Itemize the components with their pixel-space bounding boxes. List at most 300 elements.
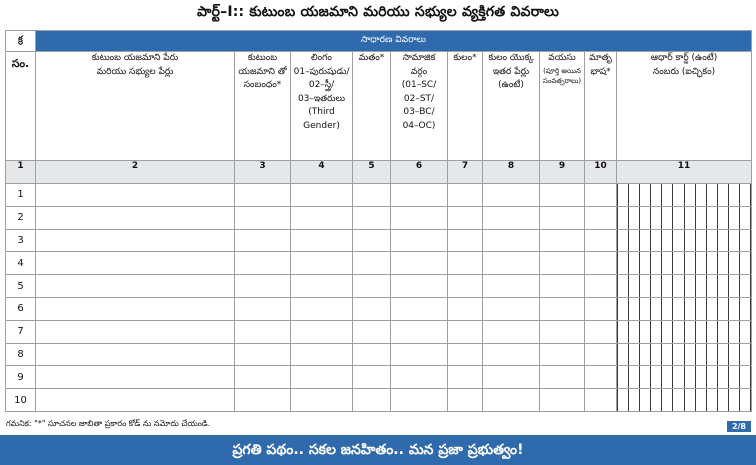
mother-tongue-cell[interactable] <box>585 229 617 252</box>
religion-cell[interactable] <box>353 366 391 389</box>
aadhaar-digit-box[interactable] <box>740 207 751 229</box>
table-row <box>6 275 752 298</box>
aadhaar-cell <box>617 229 752 252</box>
column-number: 5 <box>353 161 391 184</box>
header-member-names <box>36 52 235 161</box>
caste-other-names-cell[interactable] <box>483 275 540 298</box>
aadhaar-digit-box[interactable] <box>707 252 718 274</box>
aadhaar-digit-box[interactable] <box>640 321 651 343</box>
mother-tongue-cell[interactable] <box>585 297 617 320</box>
header-line: 03–BC/ <box>403 107 435 117</box>
header-mother-tongue <box>585 52 617 161</box>
mother-tongue-cell[interactable] <box>585 366 617 389</box>
caste-cell[interactable] <box>448 343 483 366</box>
religion-cell[interactable] <box>353 297 391 320</box>
row-number: 5 <box>6 275 36 298</box>
header-line: మరియు సభ్యుల పేర్లు <box>96 66 174 77</box>
aadhaar-digit-box[interactable] <box>696 366 707 388</box>
relationship-cell[interactable] <box>235 366 291 389</box>
aadhaar-digit-box[interactable] <box>662 207 673 229</box>
page-title: పార్ట్–I:: కుటుంబ యజమాని మరియు సభ్యుల వ్యక్తిగత వివరాలు <box>196 4 559 20</box>
aadhaar-digit-box[interactable] <box>707 275 718 297</box>
social-category-cell[interactable] <box>391 206 448 229</box>
aadhaar-digit-box[interactable] <box>673 230 684 252</box>
header-caste <box>448 52 483 161</box>
column-number: 7 <box>448 161 483 184</box>
column-number-row <box>6 161 752 184</box>
header-social-category <box>391 52 448 161</box>
header-line: 01–పురుషుడు/ <box>293 66 350 77</box>
aadhaar-digit-box[interactable] <box>685 389 696 411</box>
header-line: వయసు <box>548 53 576 63</box>
header-line: ఆధార్ కార్డ్ (ఉంటే) <box>650 53 718 63</box>
table-row <box>6 252 752 275</box>
aadhaar-digit-box[interactable] <box>629 275 640 297</box>
name-cell[interactable] <box>36 343 235 366</box>
religion-cell[interactable] <box>353 184 391 207</box>
social-category-cell[interactable] <box>391 343 448 366</box>
aadhaar-digit-box[interactable] <box>707 298 718 320</box>
column-number: 1 <box>6 161 36 184</box>
age-cell[interactable] <box>540 206 585 229</box>
column-number: 3 <box>235 161 291 184</box>
header-line: నంబరు (ఐచ్ఛికం) <box>652 66 716 77</box>
aadhaar-cell <box>617 275 752 298</box>
aadhaar-digit-box[interactable] <box>707 344 718 366</box>
column-number: 6 <box>391 161 448 184</box>
table-row <box>6 184 752 207</box>
members-details-table <box>5 30 752 412</box>
serial-header-top: క్ర <box>6 31 36 52</box>
gender-cell[interactable] <box>291 184 353 207</box>
aadhaar-digit-box[interactable] <box>617 230 629 252</box>
aadhaar-digit-box[interactable] <box>617 366 629 388</box>
header-line: మాతృ <box>589 53 612 63</box>
religion-cell[interactable] <box>353 343 391 366</box>
aadhaar-digit-box[interactable] <box>617 275 629 297</box>
aadhaar-digit-box[interactable] <box>617 344 629 366</box>
aadhaar-digit-box[interactable] <box>696 252 707 274</box>
aadhaar-digit-box[interactable] <box>673 252 684 274</box>
aadhaar-cell <box>617 184 752 207</box>
header-line: లింగం <box>311 53 332 63</box>
social-category-cell[interactable] <box>391 366 448 389</box>
mother-tongue-cell[interactable] <box>585 343 617 366</box>
caste-other-names-cell[interactable] <box>483 343 540 366</box>
aadhaar-digit-box[interactable] <box>729 321 740 343</box>
caste-cell[interactable] <box>448 297 483 320</box>
caste-cell[interactable] <box>448 389 483 412</box>
caste-cell[interactable] <box>448 252 483 275</box>
aadhaar-cell <box>617 343 752 366</box>
relationship-cell[interactable] <box>235 389 291 412</box>
gender-cell[interactable] <box>291 320 353 343</box>
header-line: 02–ST/ <box>403 93 435 104</box>
aadhaar-digit-box[interactable] <box>651 207 662 229</box>
aadhaar-digit-box[interactable] <box>740 275 751 297</box>
age-cell[interactable] <box>540 320 585 343</box>
header-line: సామాజిక <box>402 53 436 63</box>
mother-tongue-cell[interactable] <box>585 389 617 412</box>
caste-other-names-cell[interactable] <box>483 252 540 275</box>
name-cell[interactable] <box>36 297 235 320</box>
aadhaar-digit-box[interactable] <box>696 230 707 252</box>
aadhaar-digit-box[interactable] <box>707 389 718 411</box>
aadhaar-cell <box>617 389 752 412</box>
aadhaar-digit-box[interactable] <box>629 230 640 252</box>
aadhaar-digit-box[interactable] <box>685 366 696 388</box>
aadhaar-digit-box[interactable] <box>685 207 696 229</box>
column-number: 8 <box>483 161 540 184</box>
name-cell[interactable] <box>36 275 235 298</box>
aadhaar-digit-box[interactable] <box>640 344 651 366</box>
aadhaar-digit-box[interactable] <box>685 344 696 366</box>
aadhaar-digit-box[interactable] <box>729 366 740 388</box>
aadhaar-cell <box>617 252 752 275</box>
aadhaar-digit-box[interactable] <box>729 252 740 274</box>
aadhaar-digit-box[interactable] <box>707 321 718 343</box>
caste-cell[interactable] <box>448 206 483 229</box>
header-line: సంబంధం* <box>243 80 282 90</box>
header-line: కులం* <box>453 53 477 63</box>
relationship-cell[interactable] <box>235 297 291 320</box>
table-row <box>6 389 752 412</box>
aadhaar-digit-box[interactable] <box>673 321 684 343</box>
aadhaar-digit-box[interactable] <box>685 321 696 343</box>
age-cell[interactable] <box>540 275 585 298</box>
caste-cell[interactable] <box>448 320 483 343</box>
row-number: 3 <box>6 229 36 252</box>
aadhaar-digit-box[interactable] <box>707 366 718 388</box>
aadhaar-digit-box[interactable] <box>740 184 751 206</box>
table-row <box>6 229 752 252</box>
aadhaar-digit-box[interactable] <box>673 275 684 297</box>
aadhaar-digit-box[interactable] <box>662 184 673 206</box>
aadhaar-digit-box[interactable] <box>673 389 684 411</box>
social-category-cell[interactable] <box>391 252 448 275</box>
page-number-badge: 2/8 <box>727 421 751 432</box>
aadhaar-digit-box[interactable] <box>651 366 662 388</box>
header-line: (01–SC/ <box>401 80 437 90</box>
aadhaar-digit-box[interactable] <box>729 207 740 229</box>
aadhaar-digit-box[interactable] <box>640 389 651 411</box>
age-cell[interactable] <box>540 366 585 389</box>
aadhaar-digit-box[interactable] <box>662 230 673 252</box>
aadhaar-digit-box[interactable] <box>685 230 696 252</box>
table-row <box>6 206 752 229</box>
aadhaar-digit-box[interactable] <box>617 298 629 320</box>
aadhaar-digit-box[interactable] <box>662 366 673 388</box>
header-line: సంవత్సరాలు) <box>542 77 582 85</box>
header-line: కులం యొక్క <box>488 53 534 63</box>
aadhaar-digit-box[interactable] <box>685 184 696 206</box>
gender-cell[interactable] <box>291 366 353 389</box>
row-number: 7 <box>6 320 36 343</box>
footnote: గమనిక: "*" సూచనల జాబితా ప్రకారం కోడ్ ను నమోదు చేయండి. <box>6 419 211 428</box>
row-number: 2 <box>6 206 36 229</box>
aadhaar-digit-box[interactable] <box>729 275 740 297</box>
aadhaar-digit-box[interactable] <box>718 184 729 206</box>
aadhaar-digit-box[interactable] <box>640 230 651 252</box>
social-category-cell[interactable] <box>391 275 448 298</box>
caste-other-names-cell[interactable] <box>483 366 540 389</box>
aadhaar-digit-box[interactable] <box>629 252 640 274</box>
relationship-cell[interactable] <box>235 206 291 229</box>
aadhaar-digit-box[interactable] <box>718 298 729 320</box>
aadhaar-cell <box>617 297 752 320</box>
header-line: వర్గం <box>410 66 428 77</box>
header-line: 04–OC) <box>402 120 436 131</box>
aadhaar-digit-box[interactable] <box>718 389 729 411</box>
aadhaar-digit-box[interactable] <box>629 207 640 229</box>
aadhaar-digit-box[interactable] <box>651 389 662 411</box>
relationship-cell[interactable] <box>235 184 291 207</box>
aadhaar-digit-box[interactable] <box>729 344 740 366</box>
social-category-cell[interactable] <box>391 184 448 207</box>
aadhaar-digit-box[interactable] <box>696 207 707 229</box>
header-line: ఇతర పేర్లు <box>492 66 530 77</box>
caste-cell[interactable] <box>448 366 483 389</box>
column-number: 9 <box>540 161 585 184</box>
aadhaar-digit-box[interactable] <box>640 252 651 274</box>
aadhaar-digit-box[interactable] <box>651 298 662 320</box>
age-cell[interactable] <box>540 343 585 366</box>
aadhaar-digit-box[interactable] <box>740 321 751 343</box>
aadhaar-digit-box[interactable] <box>718 344 729 366</box>
aadhaar-digit-box[interactable] <box>629 344 640 366</box>
caste-other-names-cell[interactable] <box>483 184 540 207</box>
name-cell[interactable] <box>36 252 235 275</box>
aadhaar-digit-box[interactable] <box>617 184 629 206</box>
column-number: 11 <box>617 161 752 184</box>
aadhaar-digit-box[interactable] <box>662 389 673 411</box>
mother-tongue-cell[interactable] <box>585 184 617 207</box>
relationship-cell[interactable] <box>235 343 291 366</box>
relationship-cell[interactable] <box>235 275 291 298</box>
mother-tongue-cell[interactable] <box>585 206 617 229</box>
column-number: 4 <box>291 161 353 184</box>
aadhaar-digit-box[interactable] <box>673 184 684 206</box>
footer-slogan-banner: ప్రగతి పథం.. సకల జనహితం.. మన ప్రజా ప్రభుత్వం! <box>0 435 756 465</box>
social-category-cell[interactable] <box>391 229 448 252</box>
aadhaar-digit-box[interactable] <box>617 389 629 411</box>
aadhaar-digit-box[interactable] <box>662 252 673 274</box>
caste-other-names-cell[interactable] <box>483 297 540 320</box>
aadhaar-digit-box[interactable] <box>707 230 718 252</box>
row-number: 4 <box>6 252 36 275</box>
aadhaar-digit-box[interactable] <box>729 184 740 206</box>
aadhaar-digit-box[interactable] <box>673 344 684 366</box>
mother-tongue-cell[interactable] <box>585 320 617 343</box>
header-relationship <box>235 52 291 161</box>
caste-other-names-cell[interactable] <box>483 229 540 252</box>
table-row <box>6 343 752 366</box>
age-cell[interactable] <box>540 184 585 207</box>
religion-cell[interactable] <box>353 320 391 343</box>
aadhaar-digit-box[interactable] <box>707 184 718 206</box>
aadhaar-digit-box[interactable] <box>718 275 729 297</box>
aadhaar-digit-box[interactable] <box>640 207 651 229</box>
header-aadhaar <box>617 52 752 161</box>
aadhaar-cell <box>617 206 752 229</box>
header-line: మతం* <box>358 53 385 63</box>
aadhaar-digit-box[interactable] <box>640 275 651 297</box>
aadhaar-digit-box[interactable] <box>629 389 640 411</box>
age-cell[interactable] <box>540 389 585 412</box>
aadhaar-digit-box[interactable] <box>729 389 740 411</box>
gender-cell[interactable] <box>291 252 353 275</box>
age-cell[interactable] <box>540 252 585 275</box>
caste-other-names-cell[interactable] <box>483 389 540 412</box>
aadhaar-digit-box[interactable] <box>673 207 684 229</box>
aadhaar-digit-box[interactable] <box>696 298 707 320</box>
header-line: కుటుంబ యజమాని పేరు <box>91 53 179 63</box>
aadhaar-digit-box[interactable] <box>696 389 707 411</box>
column-number: 2 <box>36 161 235 184</box>
aadhaar-digit-box[interactable] <box>696 275 707 297</box>
social-category-cell[interactable] <box>391 389 448 412</box>
aadhaar-digit-box[interactable] <box>707 207 718 229</box>
aadhaar-digit-box[interactable] <box>696 184 707 206</box>
gender-cell[interactable] <box>291 206 353 229</box>
name-cell[interactable] <box>36 320 235 343</box>
aadhaar-digit-box[interactable] <box>673 366 684 388</box>
aadhaar-digit-box[interactable] <box>740 230 751 252</box>
caste-cell[interactable] <box>448 184 483 207</box>
aadhaar-digit-box[interactable] <box>651 184 662 206</box>
aadhaar-digit-box[interactable] <box>629 366 640 388</box>
aadhaar-digit-box[interactable] <box>729 230 740 252</box>
aadhaar-digit-box[interactable] <box>718 207 729 229</box>
religion-cell[interactable] <box>353 275 391 298</box>
caste-cell[interactable] <box>448 275 483 298</box>
mother-tongue-cell[interactable] <box>585 252 617 275</box>
relationship-cell[interactable] <box>235 252 291 275</box>
aadhaar-digit-box[interactable] <box>685 298 696 320</box>
aadhaar-digit-box[interactable] <box>662 298 673 320</box>
aadhaar-digit-box[interactable] <box>740 252 751 274</box>
relationship-cell[interactable] <box>235 320 291 343</box>
aadhaar-digit-box[interactable] <box>651 321 662 343</box>
header-line: యజమాని తో <box>238 66 287 77</box>
aadhaar-digit-box[interactable] <box>651 344 662 366</box>
aadhaar-digit-box[interactable] <box>718 321 729 343</box>
relationship-cell[interactable] <box>235 229 291 252</box>
aadhaar-digit-box[interactable] <box>617 252 629 274</box>
aadhaar-cell <box>617 320 752 343</box>
header-line: 02–స్త్రీ/ <box>308 80 335 90</box>
religion-cell[interactable] <box>353 252 391 275</box>
name-cell[interactable] <box>36 366 235 389</box>
row-number: 9 <box>6 366 36 389</box>
aadhaar-digit-box[interactable] <box>740 389 751 411</box>
caste-other-names-cell[interactable] <box>483 320 540 343</box>
header-line: 03–ఇతరులు <box>297 93 346 104</box>
aadhaar-digit-box[interactable] <box>696 344 707 366</box>
social-category-cell[interactable] <box>391 297 448 320</box>
header-line: (Third <box>308 107 335 117</box>
aadhaar-digit-box[interactable] <box>729 298 740 320</box>
aadhaar-digit-box[interactable] <box>640 298 651 320</box>
table-row <box>6 320 752 343</box>
header-religion <box>353 52 391 161</box>
name-cell[interactable] <box>36 184 235 207</box>
row-number: 10 <box>6 389 36 412</box>
gender-cell[interactable] <box>291 343 353 366</box>
column-header-row <box>6 52 752 161</box>
aadhaar-digit-box[interactable] <box>662 275 673 297</box>
aadhaar-digit-box[interactable] <box>651 230 662 252</box>
aadhaar-digit-box[interactable] <box>685 252 696 274</box>
aadhaar-digit-box[interactable] <box>740 344 751 366</box>
gender-cell[interactable] <box>291 297 353 320</box>
aadhaar-digit-box[interactable] <box>662 321 673 343</box>
religion-cell[interactable] <box>353 389 391 412</box>
header-line: భాష* <box>590 66 611 77</box>
religion-cell[interactable] <box>353 229 391 252</box>
name-cell[interactable] <box>36 206 235 229</box>
header-caste-other-names <box>483 52 540 161</box>
aadhaar-digit-box[interactable] <box>629 321 640 343</box>
aadhaar-digit-box[interactable] <box>651 275 662 297</box>
aadhaar-digit-box[interactable] <box>662 344 673 366</box>
social-category-cell[interactable] <box>391 320 448 343</box>
header-line: కుటుంబ <box>247 53 278 63</box>
aadhaar-digit-box[interactable] <box>640 184 651 206</box>
religion-cell[interactable] <box>353 206 391 229</box>
aadhaar-digit-box[interactable] <box>740 366 751 388</box>
name-cell[interactable] <box>36 389 235 412</box>
aadhaar-digit-box[interactable] <box>718 230 729 252</box>
header-line: Gender) <box>303 120 340 131</box>
header-line: (ఉంటే) <box>498 80 524 90</box>
aadhaar-cell <box>617 366 752 389</box>
row-number: 6 <box>6 297 36 320</box>
table-row <box>6 297 752 320</box>
aadhaar-digit-box[interactable] <box>740 298 751 320</box>
gender-cell[interactable] <box>291 389 353 412</box>
aadhaar-digit-box[interactable] <box>673 298 684 320</box>
caste-cell[interactable] <box>448 229 483 252</box>
aadhaar-digit-box[interactable] <box>685 275 696 297</box>
aadhaar-digit-box[interactable] <box>718 366 729 388</box>
header-gender <box>291 52 353 161</box>
aadhaar-digit-box[interactable] <box>718 252 729 274</box>
gender-cell[interactable] <box>291 229 353 252</box>
aadhaar-digit-box[interactable] <box>617 207 629 229</box>
age-cell[interactable] <box>540 297 585 320</box>
table-row <box>6 366 752 389</box>
caste-other-names-cell[interactable] <box>483 206 540 229</box>
row-number: 8 <box>6 343 36 366</box>
column-number: 10 <box>585 161 617 184</box>
row-number: 1 <box>6 184 36 207</box>
aadhaar-digit-box[interactable] <box>629 298 640 320</box>
aadhaar-digit-box[interactable] <box>696 321 707 343</box>
gender-cell[interactable] <box>291 275 353 298</box>
name-cell[interactable] <box>36 229 235 252</box>
aadhaar-digit-box[interactable] <box>640 366 651 388</box>
header-line: (పూర్తి అయిన <box>543 66 581 75</box>
aadhaar-digit-box[interactable] <box>629 184 640 206</box>
serial-header-bottom: సం. <box>6 52 36 161</box>
age-cell[interactable] <box>540 229 585 252</box>
aadhaar-digit-box[interactable] <box>651 252 662 274</box>
general-details-banner: సాధారణ వివరాలు <box>36 31 752 52</box>
header-age <box>540 52 585 161</box>
aadhaar-digit-box[interactable] <box>617 321 629 343</box>
mother-tongue-cell[interactable] <box>585 275 617 298</box>
